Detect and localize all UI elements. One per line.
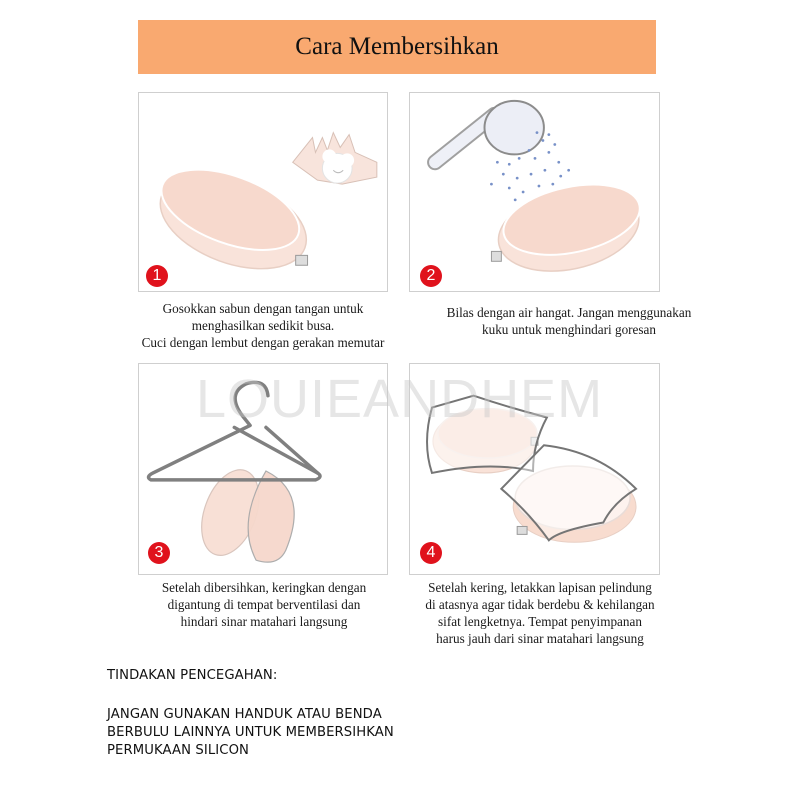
caption-line: menghasilkan sedikit busa. (191, 318, 335, 333)
caption-line: Setelah dibersihkan, keringkan dengan (161, 580, 367, 595)
caption-line: hindari sinar matahari langsung (180, 614, 348, 629)
caption-line: digantung di tempat berventilasi dan (167, 597, 361, 612)
caption-line: Bilas dengan air hangat. Jangan menggunakan (446, 305, 692, 320)
step-1-caption (108, 300, 418, 351)
step-badge-3: 3 (148, 542, 170, 564)
step-2-illustration (409, 92, 660, 292)
precaution-line: JANGAN GUNAKAN HANDUK ATAU BENDA (107, 707, 382, 722)
precautions-text (107, 706, 394, 760)
caption-line: sifat lengketnya. Tempat penyimpanan (438, 614, 642, 629)
soap-hand-wash-icon (139, 93, 387, 291)
caption-line: kuku untuk menghindari goresan (482, 322, 656, 337)
precaution-line: PERMUKAAN SILICON (107, 743, 250, 758)
step-4-illustration (409, 363, 660, 575)
precaution-line: BERBULU LAINNYA UNTUK MEMBERSIHKAN (107, 725, 394, 740)
step-badge-4: 4 (420, 542, 442, 564)
shower-rinse-icon (410, 93, 659, 291)
watermark: LOUIEANDHEM (196, 369, 604, 429)
hanger-dry-icon (139, 364, 387, 574)
step-3-illustration (138, 363, 388, 575)
step-3-caption (128, 579, 400, 630)
step-badge-1: 1 (146, 265, 168, 287)
caption-line: harus jauh dari sinar matahari langsung (436, 631, 644, 646)
precautions-heading: TINDAKAN PENCEGAHAN: (107, 668, 278, 683)
caption-line: Gosokkan sabun dengan tangan untuk (162, 301, 364, 316)
step-badge-2: 2 (420, 265, 442, 287)
title-banner (138, 20, 656, 74)
step-4-caption (400, 579, 680, 647)
caption-line: Setelah kering, letakkan lapisan pelindung (428, 580, 652, 595)
protective-film-icon (410, 364, 659, 574)
step-2-caption (406, 304, 732, 338)
page-title: Cara Membersihkan (295, 33, 499, 60)
caption-line: di atasnya agar tidak berdebu & kehilangan (425, 597, 655, 612)
step-1-illustration (138, 92, 388, 292)
caption-line: Cuci dengan lembut dengan gerakan memutar (141, 335, 385, 350)
